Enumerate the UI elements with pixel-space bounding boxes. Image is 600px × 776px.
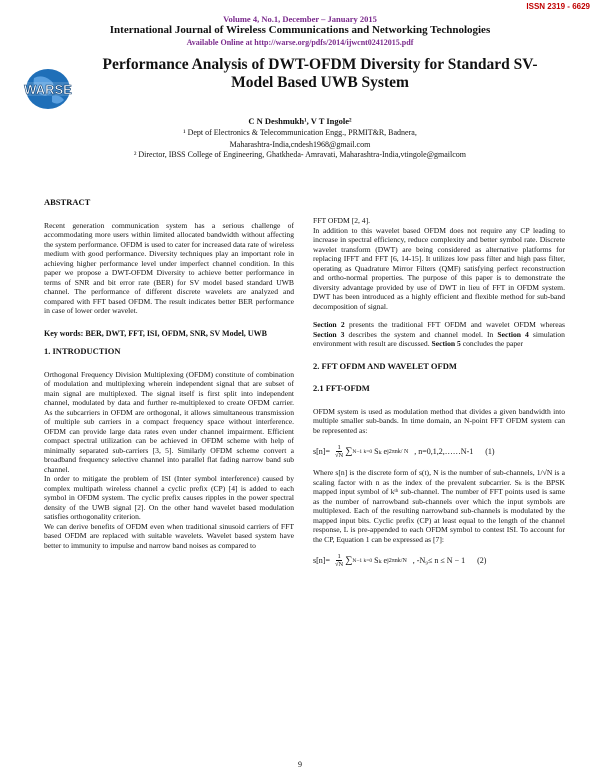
eq2-body: Sₖ e: [374, 555, 388, 565]
left-column: [44, 198, 294, 550]
overview-text-3: simulation environment with result are discussed.: [313, 329, 565, 348]
eq1-num: 1: [337, 444, 341, 451]
section-overview: [313, 320, 565, 349]
keywords: Key words: BER, DWT, FFT, ISI, OFDM, SNR, SV Model, UWB: [44, 328, 267, 338]
eq1-body: Sₖ e: [374, 446, 388, 456]
equation-2: [313, 553, 565, 568]
abstract-heading: ABSTRACT: [44, 197, 91, 207]
affiliation-2: ² Director, IBSS College of Engineering, Ghatkheda- Amravati, Maharashtra-India,vtingole@gmailcom: [133, 150, 467, 159]
eq2-den: √N: [334, 561, 344, 568]
eq1-lhs: s[n]=: [313, 446, 330, 456]
eq1-explanation: Where s[n] is the discrete form of s(t), N is the number of sub-channels, 1/√N is a scaling factor with n as the index of the prevalent subcarrier. Sₖ is the BPSK mapped input symbol of kᵗʰ sub-channel. The number of FFT points used is same as the number of narrowband sub-channels over which the input symbols are multiplexed. Each of the resulting narrowband sub-channels is modulated by the mapped input bits. Cyclic prefix (CP) at least equal to the length of the channel response, L is pre-appended to each OFDM symbol to contest ISI. To account for the CP, Equation 1 can be expressed as [7]:: [313, 468, 565, 544]
right-paragraph-1: FFT OFDM [2, 4].: [313, 216, 371, 225]
eq2-range: , -N₉≤ n ≤ N − 1: [412, 555, 466, 565]
fft-ofdm-paragraph: OFDM system is used as modulation method that divides a given bandwidth into multiple smaller sub-bands. In time domain, an N-point FFT OFDM system can be represented as:: [313, 406, 565, 435]
eq2-lhs: s[n]=: [313, 555, 330, 565]
eq1-exponent: j2πnk/ N: [387, 448, 409, 455]
eq1-number: (1): [485, 446, 495, 456]
intro-paragraph-3: We can derive benefits of OFDM even when traditional sinusoid carriers of FFT based OFDM are replaced with suitable wavelets. Wavelet based system have better to immunity to impulse and narrow band noises as compared to: [44, 521, 294, 550]
issn-label: ISSN 2319 - 6629: [526, 2, 590, 11]
volume-line: Volume 4, No.1, December – January 2015: [223, 14, 377, 24]
eq2-exponent: j2πnk/N: [387, 557, 407, 564]
eq1-limits: N−1 k=0: [352, 448, 373, 455]
eq1-fraction: [335, 444, 343, 459]
overview-text-2: describes the system and channel model. In: [344, 329, 498, 339]
section-3-ref: Section 3: [313, 329, 345, 339]
right-paragraph-2: In addition to this wavelet based OFDM does not require any CP leading to increase in spectral efficiency, reduce complexity and better symbol rate. Discrete wavelet transform (DWT) are being considered as alternative platforms for replacing IFFT and FFT [6, 14-15]. It utilizes low pass filter and high pass filter, operating as Quadrature Mirror Filters (QMF) satisfying perfect reconstruction and ortho-normal properties. The purpose of this paper is to demonstrate the diversity advantage provided by use of DWT in lieu of FFT in OFDM system. DWT has been introduced as a highly efficient and flexible method for sub-band decomposition of signal.: [313, 225, 565, 311]
eq2-number: (2): [477, 555, 487, 565]
eq2-fraction: [335, 553, 343, 568]
section-4-ref: Section 4: [497, 329, 529, 339]
section-5-ref: Section 5: [431, 339, 461, 348]
abstract-text: Recent generation communication system has a serious challenge of accommodating more users within limited allocated bandwidth without affecting the system performance. OFDM is used to cater for increased data rate of wireless medium with good performance. Diversity techniques play an important role in achieving higher performance level under imperfect channel condition. In this paper we propose a DWT-OFDM Diversity to achieve better performance in terms of SNR and bit error rate (BER) for SV model based standard UWB channel. The performance of different discrete wavelets are analyzed and compared with FFT based OFDM. The result indicates better BER performance in case of lower order wavelet.: [44, 220, 294, 315]
warse-logo: [12, 64, 84, 114]
intro-paragraph-1: Orthogonal Frequency Division Multiplexing (OFDM) constitute of combination of modulation and multiplexing wherein independent signal that are subset of main signal are multiplexed. The signal itself is first split into independent channel, modulated by data and further re-multiplexed to create OFDM carrier. As the subcarriers in OFDM are orthogonal, it allows simultaneous transmission of multiple sub carriers in a compact frequency space without interference. OFDM can provide large data rates even under channel impairment. Efficient compact spectral utilization can be achieved in OFDM scheme with help of minimally separated sub-carriers [3, 5]. Similarly OFDM scheme convert a broadband frequency selective channel into parallel flat fading narrow band sub channel.: [44, 369, 294, 474]
paper-authors: C N Deshmukh¹, V T Ingole²: [248, 116, 352, 126]
eq1-range: , n=0,1,2,……N-1: [414, 446, 474, 456]
logo-text: WARSE: [24, 82, 72, 97]
affiliation-1: ¹ Dept of Electronics & Telecommunication Engg., PRMIT&R, Badnera,: [183, 128, 417, 137]
online-url[interactable]: Available Online at http://warse.org/pdfs/2014/ijwcnt02412015.pdf: [186, 38, 414, 47]
paper-title: Performance Analysis of DWT-OFDM Diversity for Standard SV-Model Based UWB System: [102, 56, 538, 91]
overview-text-4: concludes the paper: [460, 339, 524, 348]
overview-text-1: presents the traditional FFT OFDM and wavelet OFDM whereas: [344, 320, 565, 329]
section-2-heading: 2. FFT OFDM AND WAVELET OFDM: [313, 360, 457, 371]
right-column: [313, 216, 565, 568]
intro-paragraph-2: In order to mitigate the problem of ISI (Inter symbol interference) caused by complex multipath wireless channel a cyclic prefix (CP) [4] is added to each symbol in OFDM system. The cyclic prefix causes ripples in the power spectral density of the UWB signal [2]. On the other hand wavelet based modulation satisfies orthogonality criterion.: [44, 474, 294, 521]
eq2-limits: N−1 k=0: [352, 557, 373, 564]
eq1-den: √N: [334, 452, 344, 459]
page-number: 9: [298, 760, 302, 769]
equation-1: [313, 444, 565, 459]
eq1-sum: ∑: [345, 445, 353, 457]
section-2-ref: Section 2: [313, 320, 345, 329]
journal-title: International Journal of Wireless Communications and Networking Technologies: [109, 24, 491, 36]
section-2-1-heading: 2.1 FFT-OFDM: [313, 383, 370, 393]
eq2-num: 1: [337, 553, 341, 560]
intro-heading: 1. INTRODUCTION: [44, 346, 121, 356]
eq2-sum: ∑: [345, 554, 353, 566]
affiliation-1-email: Maharashtra-India,cndesh1968@gmail.com: [229, 140, 371, 149]
